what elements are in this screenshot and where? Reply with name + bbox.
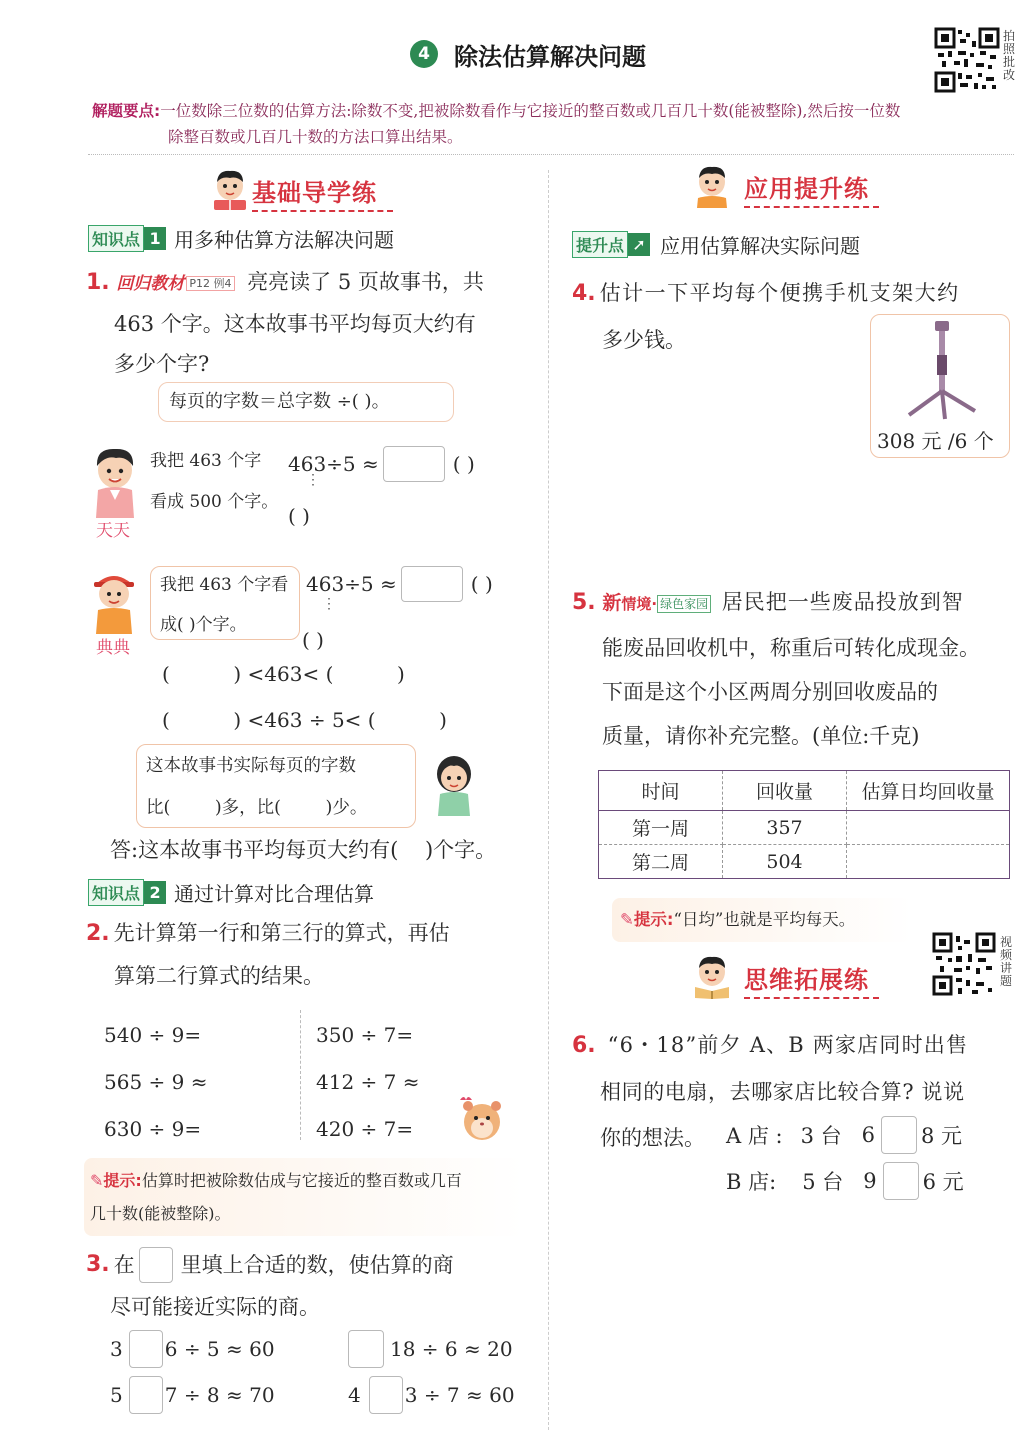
header-divider	[88, 154, 1014, 155]
video-qr-label: 视频讲题	[1000, 935, 1013, 988]
shop-b-qty: 5 台	[802, 1170, 844, 1194]
phone-stand-icon	[871, 315, 1011, 425]
q3-item-3-box[interactable]	[129, 1376, 163, 1414]
q5-text-line1: 居民把一些废品投放到智	[721, 590, 964, 614]
kp2-number: 2	[144, 881, 166, 904]
upgrade-point-title: 应用估算解决实际问题	[660, 234, 861, 258]
question-5	[572, 580, 1022, 758]
table-header-cell: 估算日均回收量	[847, 771, 1010, 811]
boy-reading-icon	[210, 168, 250, 216]
tiantian-speech-line1: 我把 463 个字	[150, 451, 262, 471]
q1-text-line2: 463 个字。这本故事书平均每页大约有	[114, 312, 476, 336]
table-answer-cell[interactable]	[847, 811, 1010, 845]
shop-a-label: A 店 :	[726, 1124, 783, 1148]
dandian-paren-2: ( )	[302, 628, 324, 652]
q1-inequality-1: ( ) <463< ( )	[162, 662, 405, 686]
section-apply-header	[692, 164, 879, 212]
table-cell: 504	[723, 845, 847, 879]
q1-inequality-2: ( ) <463 ÷ 5< ( )	[162, 708, 447, 732]
q5-number: 5.	[572, 590, 596, 615]
tiantian-dots: ⋮	[306, 472, 320, 488]
q6-text-line1: “6・18”前夕 A、B 两家店同时出售	[607, 1033, 969, 1057]
q2-expr-3: 630 ÷ 9=	[104, 1117, 202, 1141]
q5-badge-text: 情境·	[621, 595, 658, 613]
phone-stand-price: 308 元 /6 个	[877, 429, 994, 453]
q2-col-divider	[300, 1010, 301, 1140]
q3-example-box	[139, 1247, 173, 1283]
q2-number: 2.	[86, 921, 110, 946]
kp2-title: 通过计算对比合理估算	[174, 882, 375, 906]
dandian-answer-box[interactable]	[401, 566, 463, 602]
boy-thinking-icon	[692, 164, 732, 212]
qr-code-icon[interactable]	[934, 27, 1000, 93]
upgrade-point-arrow-icon: ➚	[628, 233, 650, 256]
q2-col1	[104, 1012, 208, 1153]
q1-badge: 回归教材	[116, 274, 185, 294]
table-cell: 357	[723, 811, 847, 845]
hint-1-label: 提示:	[103, 1171, 142, 1190]
girl-speech-line1: 这本故事书实际每页的字数	[146, 756, 356, 776]
key-points	[92, 98, 1022, 150]
question-1	[86, 262, 536, 384]
hint-1-icon: ✎	[90, 1171, 104, 1190]
shop-b-label: B 店:	[726, 1170, 777, 1194]
section-basic-header	[210, 168, 393, 216]
q1-number: 1.	[86, 270, 110, 295]
section-thinking-header	[692, 955, 879, 1003]
tiantian-avatar	[86, 444, 144, 526]
q1-answer: 答:这本故事书平均每页大约有( )个字。	[110, 838, 497, 862]
q3-item-3-post: 7 ÷ 8 ≈ 70	[164, 1383, 275, 1407]
q5-text-line2: 能废品回收机中，称重后可转化成现金。	[602, 636, 980, 660]
table-row	[599, 811, 1010, 845]
q4-number: 4.	[572, 281, 596, 306]
q2-expr-5: 412 ÷ 7 ≈	[316, 1070, 420, 1094]
q4-text-line1: 估计一下平均每个便携手机支架大约	[599, 281, 960, 305]
shop-a-post: 8 元	[921, 1124, 963, 1148]
key-points-label: 解题要点:	[92, 102, 161, 120]
section-basic-title: 基础导学练	[252, 173, 393, 212]
q3-item-1-box[interactable]	[129, 1330, 163, 1368]
knowledge-point-2	[88, 878, 374, 907]
q5-text-line3: 下面是这个小区两周分别回收废品的	[602, 680, 938, 704]
dandian-speech-line2: 成( )个字。	[160, 615, 247, 635]
shop-a-qty: 3 台	[800, 1124, 842, 1148]
dandian-speech-line1: 我把 463 个字看	[160, 575, 289, 595]
q3-item-1-post: 6 ÷ 5 ≈ 60	[164, 1337, 275, 1361]
hint-2-label: 提示:	[633, 910, 674, 929]
q6-text-line2: 相同的电扇，去哪家店比较合算? 说说	[600, 1080, 965, 1104]
q1-badge-ref: P12 例4	[186, 276, 234, 291]
shop-a-pre: 6	[861, 1123, 876, 1147]
page-title: 除法估算解决问题	[454, 42, 646, 71]
upgrade-point-tag: 提升点	[572, 231, 628, 258]
hint-1-text-line2: 几十数(能被整除)。	[90, 1204, 231, 1223]
q3-number: 3.	[86, 1252, 110, 1277]
q3-item-4-box[interactable]	[369, 1376, 403, 1414]
shop-b-row	[726, 1162, 964, 1200]
q1-formula: 每页的字数＝总字数 ÷( )。	[169, 391, 390, 412]
section-apply-title: 应用提升练	[744, 169, 879, 208]
table-header-cell: 时间	[599, 771, 723, 811]
tiantian-calc-text: 463÷5 ≈	[288, 452, 379, 476]
q2-expr-1: 540 ÷ 9=	[104, 1023, 202, 1047]
q3-text-line2: 尽可能接近实际的商。	[110, 1295, 320, 1319]
tiantian-paren-1: ( )	[452, 452, 475, 476]
q3-item-3-pre: 5	[110, 1383, 123, 1407]
tiantian-paren-2: ( )	[288, 504, 310, 528]
table-header-cell: 回收量	[723, 771, 847, 811]
q2-col2	[316, 1012, 420, 1153]
q1-formula-box	[158, 382, 454, 422]
lesson-number-badge: 4	[410, 40, 438, 68]
key-points-line1: 一位数除三位数的估算方法:除数不变,把被除数看作与它接近的整百数或几百几十数(能被整除),然后按一位数	[160, 102, 901, 120]
recycle-table	[598, 770, 1010, 879]
q3-item-4-pre: 4	[348, 1383, 361, 1407]
key-points-line2: 除整百数或几百几十数的方法口算出结果。	[168, 128, 463, 146]
q3-item-3	[110, 1376, 275, 1414]
q5-badge-sub: 绿色家园	[657, 595, 711, 613]
tiantian-name: 天天	[96, 521, 130, 541]
q3-text-pre: 在	[113, 1253, 135, 1277]
lesson-header	[410, 36, 646, 72]
shop-b-box[interactable]	[883, 1162, 919, 1200]
video-qr-code-icon[interactable]	[932, 932, 996, 996]
table-cell: 第二周	[599, 845, 723, 879]
hint-2-text: “日均”也就是平均每天。	[673, 910, 856, 929]
table-cell: 第一周	[599, 811, 723, 845]
q2-expr-6: 420 ÷ 7=	[316, 1117, 414, 1141]
column-divider	[548, 170, 549, 1430]
shop-b-pre: 9	[863, 1169, 877, 1193]
q6-number: 6.	[572, 1033, 596, 1058]
table-header-row	[599, 771, 1010, 811]
q3-item-1-pre: 3	[110, 1337, 123, 1361]
boy-book-icon	[692, 955, 732, 1003]
q3-item-2	[348, 1330, 513, 1368]
knowledge-point-1	[88, 224, 394, 253]
kp1-tag: 知识点	[88, 225, 144, 252]
q5-text-line4: 质量，请你补充完整。(单位:千克)	[602, 724, 920, 748]
upgrade-point	[572, 230, 860, 259]
hamster-icon	[458, 1092, 506, 1148]
q1-text-line1: 亮亮读了 5 页故事书，共	[247, 270, 484, 294]
q2-text-line1: 先计算第一行和第三行的算式，再估	[113, 921, 450, 945]
q2-text-line2: 算第二行算式的结果。	[114, 964, 324, 988]
tiantian-answer-box[interactable]	[383, 446, 445, 482]
q3-item-4	[348, 1376, 515, 1414]
table-answer-cell[interactable]	[847, 845, 1010, 879]
kp1-title: 用多种估算方法解决问题	[174, 228, 395, 252]
qr-label: 拍照批改	[1003, 29, 1016, 82]
q3-item-4-post: 3 ÷ 7 ≈ 60	[404, 1383, 515, 1407]
q6-text-line3: 你的想法。	[600, 1126, 705, 1150]
kp2-tag: 知识点	[88, 879, 144, 906]
hint-2	[620, 906, 855, 930]
hint-1	[90, 1164, 520, 1230]
kp1-number: 1	[144, 227, 166, 250]
q1-text-line3: 多少个字?	[114, 352, 210, 376]
tiantian-speech-line2: 看成 500 个字。	[150, 492, 279, 512]
q2-expr-2: 565 ÷ 9 ≈	[104, 1070, 208, 1094]
question-2	[86, 912, 536, 997]
dandian-avatar	[88, 566, 140, 640]
girl-speech-line2: 比( )多，比( )少。	[146, 798, 368, 818]
dandian-name: 典典	[96, 638, 130, 658]
q4-text-line2: 多少钱。	[602, 328, 686, 352]
q2-expr-4: 350 ÷ 7=	[316, 1023, 414, 1047]
dandian-paren-1: ( )	[470, 572, 493, 596]
girl-avatar	[430, 748, 478, 822]
dandian-calc-text: 463÷5 ≈	[306, 572, 397, 596]
q5-badge-new: 新	[602, 592, 622, 614]
q3-item-2-post: 18 ÷ 6 ≈ 20	[390, 1337, 513, 1361]
section-thinking-title: 思维拓展练	[744, 960, 879, 999]
phone-stand-card	[870, 314, 1010, 458]
hint-2-icon: ✎	[620, 910, 634, 929]
dandian-dots: ⋮	[322, 596, 336, 612]
hint-1-text-line1: 估算时把被除数估成与它接近的整百数或几百	[141, 1171, 462, 1190]
q3-text-post: 里填上合适的数，使估算的商	[180, 1253, 454, 1277]
shop-a-row	[726, 1116, 962, 1154]
q3-item-2-box[interactable]	[348, 1330, 384, 1368]
q3-item-1	[110, 1330, 275, 1368]
shop-b-post: 6 元	[922, 1170, 964, 1194]
question-3	[86, 1244, 536, 1328]
shop-a-box[interactable]	[881, 1116, 917, 1154]
table-row	[599, 845, 1010, 879]
